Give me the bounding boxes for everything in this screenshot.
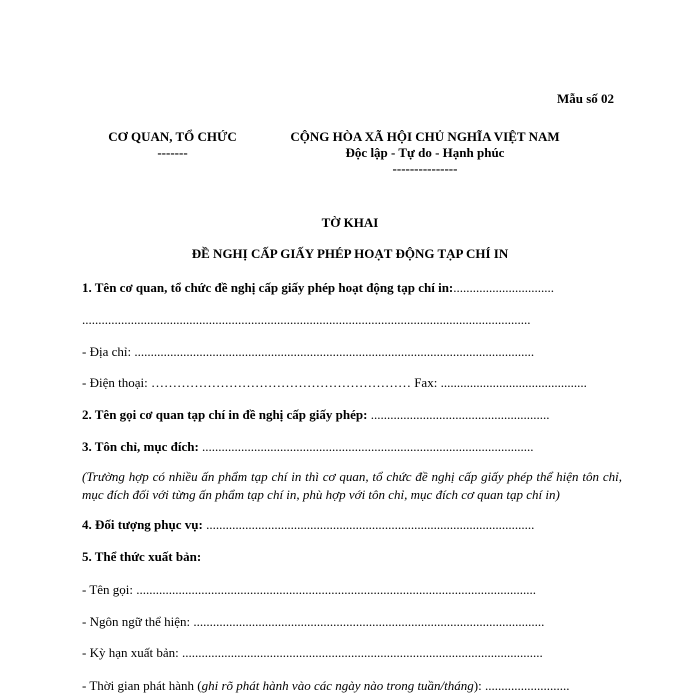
name-field[interactable]: - Tên gọi: ...........................................................................................................................: [82, 582, 537, 597]
field-3: [82, 439, 534, 455]
motto-dashes: ---------------: [392, 161, 458, 176]
field-1-blank[interactable]: ...............................: [453, 280, 554, 295]
form-subtitle: ĐỀ NGHỊ CẤP GIẤY PHÉP HOẠT ĐỘNG TẠP CHÍ IN: [191, 246, 509, 261]
address-field[interactable]: - Địa chỉ: ...........................................................................................................................: [82, 344, 535, 359]
language-field[interactable]: - Ngôn ngữ thể hiện: ............................................................................................................: [82, 614, 545, 629]
field-2-label: 2. Tên gọi cơ quan tạp chí in đề nghị cấp giấy phép:: [82, 407, 368, 422]
field-2-blank[interactable]: .......................................................: [367, 407, 550, 422]
release-time-blank[interactable]: ): ..........................: [473, 678, 570, 693]
field-4: [82, 517, 534, 533]
field-5-label: 5. Thể thức xuất bản:: [82, 549, 202, 564]
release-time-prefix: - Thời gian phát hành (: [82, 678, 202, 693]
form-number: Mẫu số 02: [557, 91, 615, 106]
field-1: [82, 280, 554, 296]
field-2: [82, 407, 549, 423]
field-4-blank[interactable]: .....................................................................................................: [202, 517, 535, 532]
phone-fax-field[interactable]: - Điện thoại: …………………………………………………… Fax: .............................................: [82, 375, 587, 390]
org-dashes: -------: [157, 145, 188, 160]
release-time-note: ghi rõ phát hành vào các ngày nào trong tuần/tháng: [201, 678, 474, 693]
field-1-label: 1. Tên cơ quan, tổ chức đề nghị cấp giấy phép hoạt động tạp chí in:: [82, 280, 454, 295]
field-4-label: 4. Đối tượng phục vụ:: [82, 517, 203, 532]
form-title: TỜ KHAI: [321, 215, 379, 230]
motto: Độc lập - Tự do - Hạnh phúc: [345, 145, 505, 160]
country-name: CỘNG HÒA XÃ HỘI CHỦ NGHĨA VIỆT NAM: [290, 129, 560, 144]
field-3-blank[interactable]: ......................................................................................................: [198, 439, 534, 454]
org-label: CƠ QUAN, TỔ CHỨC: [108, 129, 237, 144]
field-3-label: 3. Tôn chỉ, mục đích:: [82, 439, 199, 454]
field-3-note: (Trường hợp có nhiều ấn phẩm tạp chí in thì cơ quan, tổ chức đề nghị cấp giấy phép thể hiện tôn chỉ, mục đích đối với từng ấn phẩm tạp chí in, phù hợp với tôn chỉ, mục đích cơ quan tạp chí in): [82, 469, 622, 502]
release-time-field[interactable]: [82, 678, 569, 694]
field-1-line2[interactable]: ..........................................................................................................................................: [82, 312, 531, 327]
period-field[interactable]: - Kỳ hạn xuất bản: ...............................................................................................................: [82, 645, 543, 660]
